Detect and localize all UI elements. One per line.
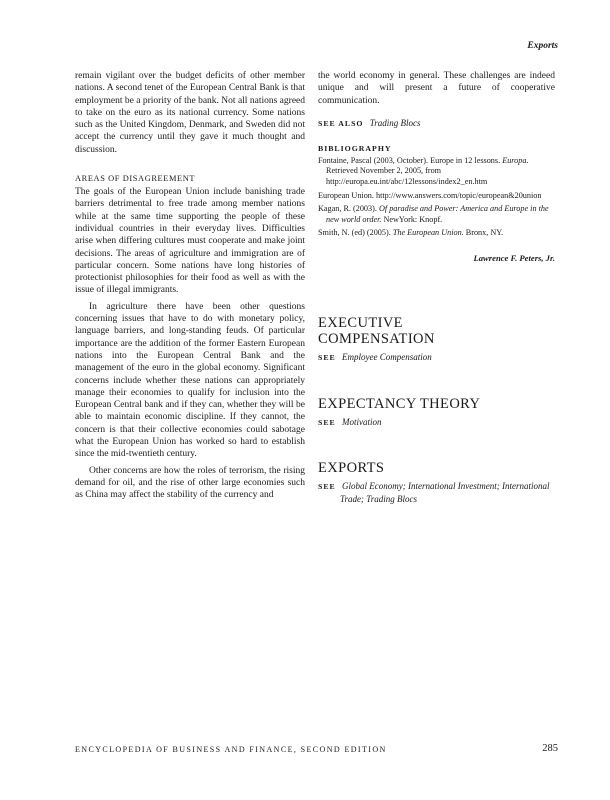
entry-text: Kagan, R. (2003). [318,204,379,214]
bibliography-entry [318,156,555,188]
body-paragraph: the world economy in general. These challenges are indeed unique and will present a future of cooperative communication. [318,71,555,106]
page-number: 285 [542,743,558,754]
entry-text: Fontaine, Pascal (2003, October). Europe in 12 lessons. [318,155,503,165]
see-line [318,480,555,505]
see-link[interactable]: Employee Compensation [342,352,432,362]
see-line [318,416,555,429]
right-column [318,70,555,263]
left-column [75,70,305,502]
see-label: SEE [318,482,336,491]
bibliography-entry [318,191,555,202]
see-label: SEE [318,418,336,427]
see-link[interactable]: Motivation [342,417,382,427]
entry-heading: EXPORTS [318,460,385,476]
bibliography-heading: BIBLIOGRAPHY [318,143,392,153]
entry-expectancy-theory [318,396,555,429]
bibliography-list [318,156,555,239]
bibliography-entry [318,228,555,239]
body-paragraph: Other concerns are how the roles of terrorism, the rising demand for oil, and the rise of other large economies such as China may affect the stability of the currency and [75,465,305,501]
entry-heading: EXPECTANCY THEORY [318,396,481,412]
running-head: Exports [527,41,558,51]
see-link[interactable]: Global Economy; International Investment; International Trade; Trading Blocs [340,481,550,504]
body-paragraph: The goals of the European Union include banishing trade barriers detrimental to free trade among member nations while at the same time supporting the people of these individual countries in their everyday lives. Difficulties arise when differing cultures must cooperate and make joint decisions. The areas of agriculture and immigration are of particular concern. Some nations have long histories of protectionist philosophies for their food as well as with the issue of illegal immigrants. [75,187,305,296]
entry-title: Europa. [502,155,529,165]
body-paragraph: In agriculture there have been other questions concerning issues that have to do with monetary policy, language barriers, and long-standing feuds. Of particular importance are the addition of the former Eastern European nations into the European Central Bank and the management of the euro in the global economy. Significant concerns include whether these nations can appropriately manage their economies to qualify for inclusion into the European Central bank and if they can, whether they will be able to maintain economic discipline. If they cannot, the concern is that their collective economies could sabotage what the European Union has worked so hard to establish since the mid-twentieth century. [75,301,305,460]
section-subhead: AREAS OF DISAGREEMENT [75,174,196,184]
body-paragraph: remain vigilant over the budget deficits of other member nations. A second tenet of the European Central Bank is that employment be a priority of the bank. Not all nations agreed to take on the euro as its national currency. Some nations such as the United Kingdom, Denmark, and Sweden did not accept the currency until they gave it much thought and discussion. [75,71,305,155]
entry-text: European Union. http://www.answers.com/topic/european&20union [318,190,542,200]
entry-title: The European Union. [392,228,464,238]
entry-heading: EXECUTIVE COMPENSATION [318,315,435,347]
entry-title: Of paradise and Power: America and Europe in the new world order. [326,204,549,224]
entry-text: Bronx, NY. [463,228,504,238]
entry-executive-compensation [318,315,555,364]
footer-book-title: ENCYCLOPEDIA OF BUSINESS AND FINANCE, SECOND EDITION [75,745,387,754]
entry-exports [318,460,555,505]
article-author: Lawrence F. Peters, Jr. [473,253,555,264]
see-also-line [318,117,555,130]
entry-text: Retrieved November 2, 2005, from http://europa.eu.int/abc/12lessons/index2_en.htm [326,166,488,187]
entry-text: NewYork: Knopf. [381,214,443,224]
see-also-label: SEE ALSO [318,118,364,128]
entry-text: Smith, N. (ed) (2005). [318,228,393,238]
see-line [318,351,555,364]
see-also-link[interactable]: Trading Blocs [369,117,421,128]
bibliography-entry [318,204,555,225]
see-label: SEE [318,353,336,362]
